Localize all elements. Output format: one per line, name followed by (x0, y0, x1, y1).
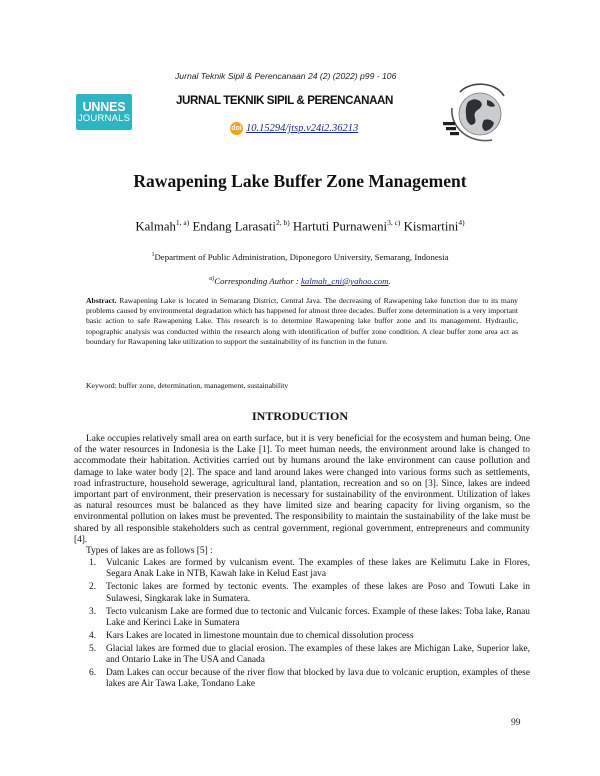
corresponding-end: . (388, 276, 391, 286)
list-text: Dam Lakes can occur because of the river flow that blocked by lava due to volcanic eruption, examples of these lakes are Air Tawa Lake, Tondano Lake (106, 668, 530, 690)
page-number: 99 (511, 718, 521, 728)
author-name: Kismartini (403, 219, 459, 234)
list-text: Tectonic lakes are formed by tectonic events. The examples of these lakes are Poso and Towuti Lake in Sulawesi, Singkarak lake in Sumatera. (106, 582, 530, 604)
list-number: 2. (89, 582, 97, 593)
author-affiliation (0, 252, 600, 262)
list-text: Tecto vulcanism Lake are formed due to tectonic and Vulcanic forces. Example of these lakes: Toba lake, Ranau Lake and Kerinci Lake in Sumatera (106, 606, 530, 628)
author-affiliation-mark: 3, c) (387, 218, 401, 227)
author-name: Kalmah (135, 219, 176, 234)
globe-sphere-icon (459, 93, 501, 135)
list-item (74, 644, 530, 666)
author-list (0, 218, 600, 234)
list-item (74, 607, 530, 629)
abstract-text: Rawapening Lake is located in Semarang District, Central Java. The decreasing of Rawapening lake function due to its many problems caused by environmental degradation which has happened for almost three decades. Buffer zone determination is a very important basic action to safe Rawapening Lake. This research is to determine Rawapening lake buffer zone and its management. Hydraulic, topographic analysis was conducted within the research along with identification of buffer zone condition. A clear buffer zone area act as boundary for Rawapening lake utilization to support the sustainability of its function in the future. (86, 296, 519, 346)
doi-icon: doi (230, 122, 243, 135)
introduction-paragraph: Lake occupies relatively small area on earth surface, but it is very beneficial for the ecosystem and human being. One of the water resources in Indonesia is the Lake [1]. To meet human needs, the environment around lake is changed to accommodate their habitation. Activities carried out by humans around the lake environment can cause pollution and damage to lake water body [2]. The space and land around lakes were changed into various forms such as settlements, road infrastructure, household sewerage, agricultural land, plantation, recreation and so on [3]. Since, lakes are indeed important part of environment, their preservation is necessary for sustainability of the environment. Utilization of lakes as natural resources must be balanced as they have limited size and bearing capacity for living organism, so the environmental pollution on lakes must be prevented. The responsibility to maintain the sustainability of the lake must be shared by all responsible stakeholders such as central government, regional government, entrepreneurs and community [4]. (74, 434, 530, 545)
list-text: Vulcanic Lakes are formed by vulcanism event. The examples of these lakes are Kelimutu Lake in Flores, Segara Anak Lake in NTB, Kawah lake in Kelud East java (106, 558, 530, 580)
globe-stripe-1 (443, 122, 455, 125)
list-number: 1. (89, 558, 97, 568)
section-heading-introduction: INTRODUCTION (251, 409, 348, 423)
affiliation-mark: 1 (151, 252, 155, 259)
list-number: 3. (89, 606, 97, 617)
author-affiliation-mark: 1, a) (175, 218, 190, 227)
list-text: Kars Lakes are located in limestone mountain due to chemical dissolution process (106, 630, 414, 641)
abstract (86, 296, 518, 347)
logo-text-unnes: UNNES (82, 99, 126, 114)
journal-globe-logo (440, 78, 514, 146)
author-affiliation-mark: 4) (458, 218, 465, 227)
list-number: 6. (89, 668, 97, 679)
author-name: Endang Larasati (192, 219, 276, 234)
lake-types-intro: Types of lakes are as follows [5] : (86, 546, 213, 556)
lake-types-list (74, 558, 530, 693)
corresponding-mark: a) (209, 276, 215, 283)
doi-link[interactable]: 10.15294/jtsp.v24i2.36213 (246, 123, 359, 134)
corresponding-author (0, 276, 600, 286)
list-text: Glacial lakes are formed due to glacial erosion. The examples of these lakes are Michigan Lake, Superior lake, and Ontario Lake in The USA and Canada (106, 643, 530, 666)
corresponding-email-link[interactable]: kalmah_cni@yahoo.com (301, 276, 389, 286)
affiliation-text: Department of Public Administration, Diponegoro University, Semarang, Indonesia (154, 252, 449, 262)
corresponding-label: Corresponding Author : (214, 276, 302, 286)
globe-stripe-2 (446, 127, 456, 130)
abstract-label: Abstract. (86, 296, 117, 305)
author-affiliation-mark: 2, b) (275, 218, 290, 227)
list-item (74, 668, 530, 690)
unnes-journals-logo (76, 94, 132, 130)
journal-citation: Jurnal Teknik Sipil & Perencanaan 24 (2) (2022) p99 - 106 (175, 71, 397, 81)
list-item (74, 582, 530, 604)
doi-line (230, 122, 358, 135)
logo-text-journals: JOURNALS (77, 112, 131, 124)
author-name: Hartuti Purnaweni (292, 219, 388, 234)
list-number: 4. (89, 630, 97, 641)
keywords: Keyword: buffer zone, determination, management, sustainability (86, 381, 289, 390)
paper-title: Rawapening Lake Buffer Zone Management (133, 171, 467, 191)
list-number: 5. (89, 643, 97, 654)
list-item (74, 631, 530, 642)
journal-title: JURNAL TEKNIK SIPIL & PERENCANAAN (176, 94, 393, 107)
list-item (74, 558, 530, 580)
globe-stripe-3 (450, 132, 459, 135)
